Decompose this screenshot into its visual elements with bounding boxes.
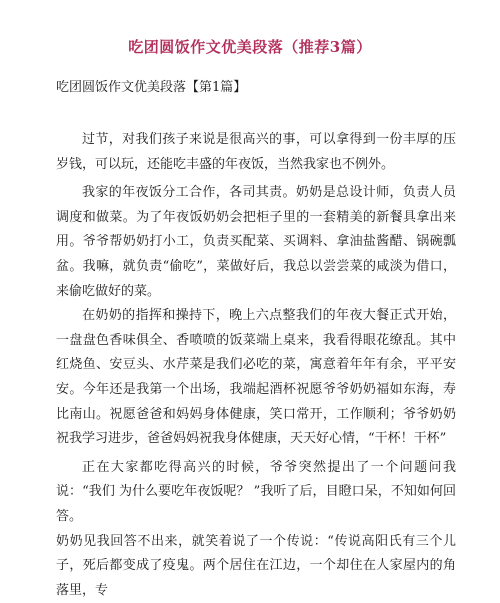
paragraph-4: 正在大家都吃得高兴的时候，爷爷突然提出了一个问题问我说：“我们 为什么要吃年夜饭呢？ ”我听了后，目瞪口呆，不知如何回答。 <box>56 456 456 530</box>
section-heading: 吃团圆饭作文优美段落【第1篇】 <box>56 76 246 95</box>
document-title: 吃团圆饭作文优美段落（推荐3篇） <box>0 36 500 57</box>
document-body <box>56 128 456 603</box>
paragraph-5: 奶奶见我回答不出来，就笑着说了一个传说：“传说高阳氏有三个儿 子，死后都变成了疫鬼。两个居住在江边，一个却住在人家屋内的角 落里，专 <box>56 530 456 603</box>
paragraph-1: 过节，对我们孩子来说是很高兴的事，可以拿得到一份丰厚的压 岁钱，可以玩，还能吃丰盛的年夜饭，当然我家也不例外。 <box>56 128 456 177</box>
paragraph-2: 我家的年夜饭分工合作，各司其责。奶奶是总设计师，负责人员 调度和做菜。为了年夜饭奶奶会把柜子里的一套精美的新餐具拿出来 用。爷爷帮奶奶打小工，负责买配菜、买调料、拿油盐酱醋、锅碗瓢 盆。我嘛，就负责“偷吃”，菜做好后，我总以尝尝菜的咸淡为借口， 来偷吃做好的菜。 <box>56 181 456 304</box>
paragraph-3: 在奶奶的指挥和操持下，晚上六点整我们的年夜大餐正式开始， 一盘盘色香味俱全、香喷喷的饭菜端上桌来，我看得眼花缭乱。其中 红烧鱼、安豆头、水芹菜是我们必吃的菜，寓意着年年有余，平平安 安。今年还是我第一个出场，我端起酒杯祝愿爷爷奶奶福如东海，寿 比南山。祝愿爸爸和妈妈身体健康，笑口常开，工作顺利；爷爷奶奶 祝我学习进步，爸爸妈妈祝我身体健康，天天好心情，“干杯！干杯” <box>56 304 456 452</box>
